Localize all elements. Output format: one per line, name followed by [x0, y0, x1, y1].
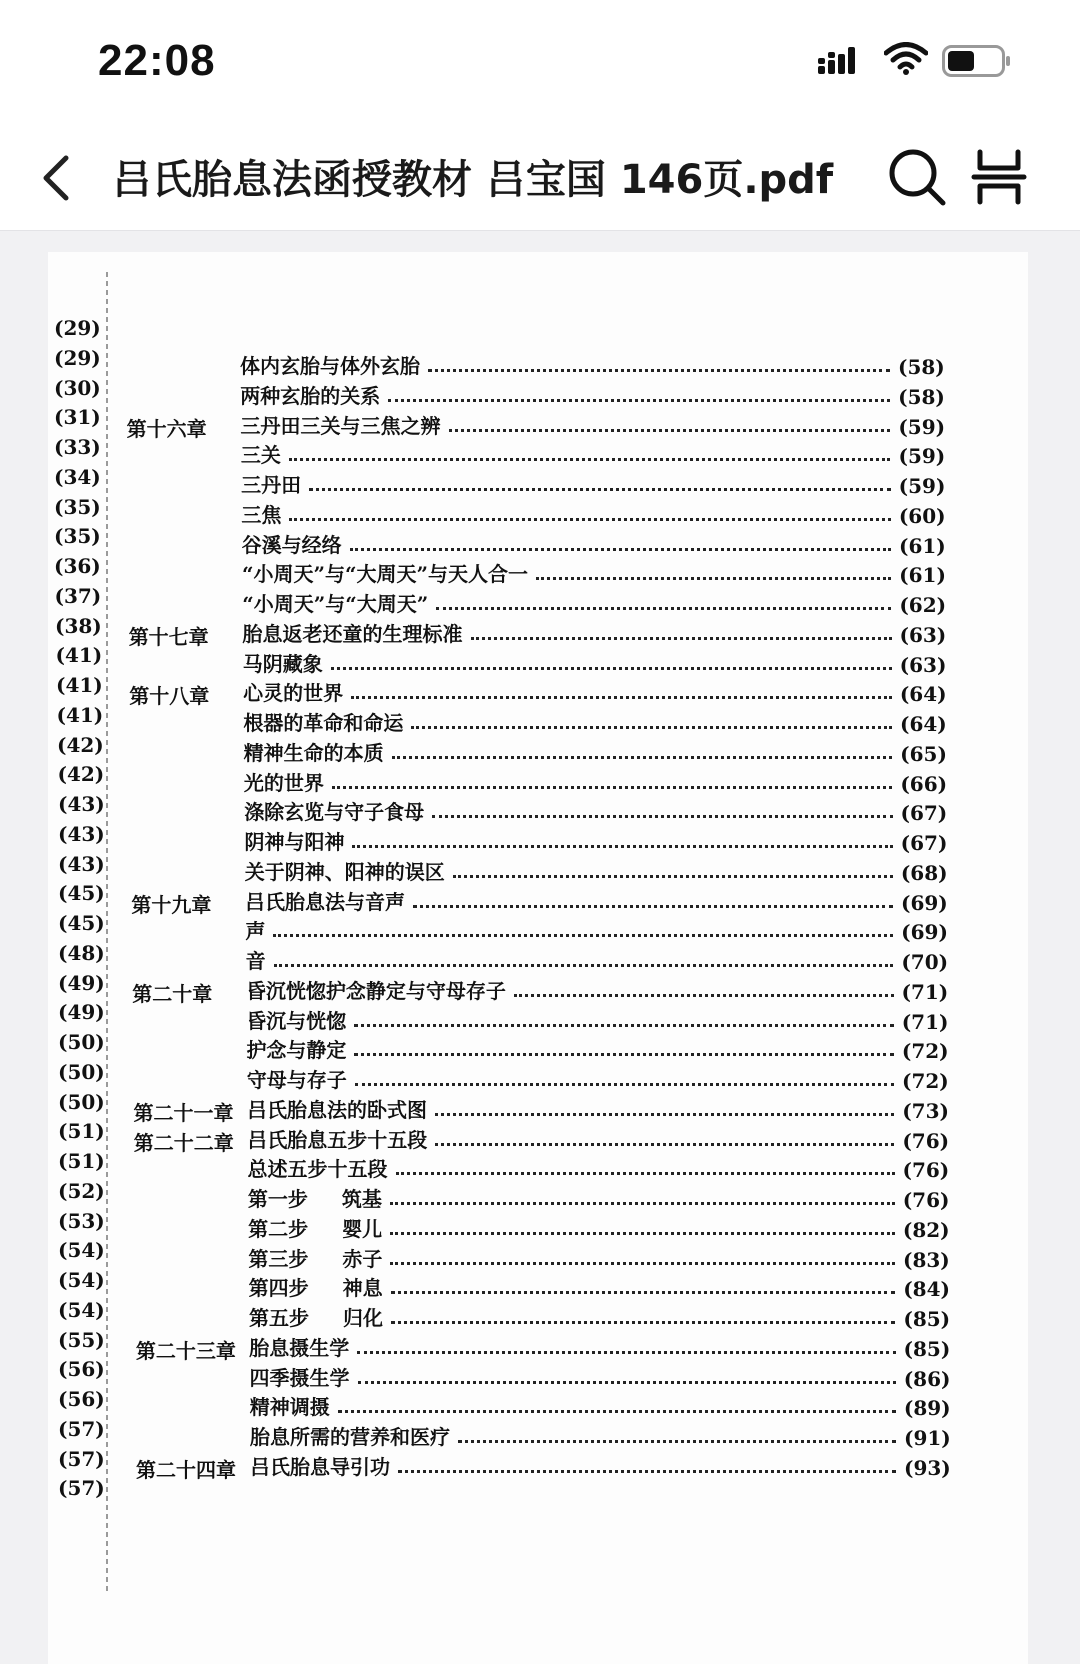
toc-entry[interactable] — [241, 470, 946, 498]
chapter-heading: 第二十一章 — [133, 1100, 234, 1125]
toc-entry-title: 胎息返老还童的生理标准 — [242, 621, 463, 646]
dot-leader — [354, 1053, 893, 1056]
dot-leader — [355, 1083, 894, 1086]
toc-page-number: (58) — [898, 384, 945, 409]
toc-page-number: (76) — [902, 1128, 950, 1153]
toc-page-number: (63) — [899, 652, 947, 677]
wifi-icon — [884, 42, 928, 76]
dot-leader — [390, 1202, 895, 1205]
left-page-number: (51) — [58, 1119, 105, 1144]
dot-leader — [411, 726, 892, 729]
toc-page-number: (83) — [903, 1247, 950, 1272]
left-page-number: (55) — [58, 1327, 105, 1352]
toc-entry[interactable] — [247, 1154, 950, 1183]
dot-leader — [354, 1024, 894, 1027]
chapter-heading: 第二十二章 — [133, 1130, 234, 1155]
toc-entry[interactable] — [243, 738, 947, 766]
left-page-number: (57) — [58, 1446, 105, 1471]
toc-entry[interactable] — [246, 1006, 949, 1034]
toc-entry-title: 第二步 — [248, 1216, 309, 1241]
left-page-number: (53) — [58, 1208, 105, 1233]
toc-entry[interactable] — [241, 500, 946, 528]
dot-leader — [391, 1321, 895, 1324]
toc-page-number: (85) — [903, 1336, 951, 1361]
toc-entry[interactable] — [240, 381, 945, 409]
toc-entry[interactable] — [240, 440, 946, 469]
toc-entry[interactable] — [248, 1303, 951, 1331]
toc-entry-title: 精神调摄 — [249, 1395, 330, 1420]
dot-leader — [514, 994, 894, 997]
toc-entry-subtitle: 神息 — [342, 1276, 383, 1301]
toc-page-number: (72) — [902, 1069, 949, 1093]
left-page-number: (43) — [58, 851, 105, 876]
left-page-number: (49) — [58, 1000, 105, 1025]
dot-leader — [390, 1232, 895, 1235]
toc-page-number: (89) — [903, 1396, 951, 1421]
left-page-number: (42) — [57, 762, 105, 787]
toc-entry-title: 四季摄生学 — [249, 1365, 350, 1390]
toc-entry-title: 护念与静定 — [246, 1038, 347, 1063]
dot-leader — [432, 815, 892, 818]
toc-page-number: (64) — [900, 712, 947, 736]
toc-page-number: (93) — [904, 1455, 951, 1480]
toc-page-number: (84) — [903, 1277, 950, 1302]
toc-entry[interactable] — [246, 1035, 949, 1064]
chapter-heading: 第二十四章 — [136, 1457, 236, 1482]
toc-entry-title: 第五步 — [248, 1306, 309, 1330]
left-page-number: (57) — [58, 1476, 105, 1501]
dot-leader — [435, 1113, 894, 1116]
toc-entry-title: 音 — [245, 949, 266, 973]
toc-entry-subtitle: 归化 — [342, 1306, 383, 1330]
toc-entry[interactable] — [248, 1214, 950, 1242]
left-page-number: (54) — [58, 1297, 105, 1322]
dot-leader — [453, 875, 893, 878]
toc-entry[interactable] — [245, 887, 948, 915]
dot-leader — [390, 1262, 895, 1265]
toc-entry[interactable] — [250, 1422, 951, 1450]
left-page-number: (42) — [57, 732, 104, 757]
toc-entry-title: 第四步 — [248, 1276, 309, 1301]
toc-page-number: (69) — [901, 920, 948, 945]
pdf-page[interactable] — [48, 252, 1028, 1664]
document-title: 吕氏胎息法函授教材 吕宝国 146页.pdf — [112, 157, 834, 203]
dot-leader — [398, 1470, 896, 1473]
battery-icon — [942, 45, 1012, 77]
toc-entry[interactable] — [245, 946, 949, 974]
toc-entry[interactable] — [243, 678, 947, 707]
toc-entry-title: 吕氏胎息法与音声 — [245, 889, 406, 914]
dot-leader — [458, 1440, 896, 1443]
dot-leader — [428, 369, 890, 372]
left-page-number: (54) — [58, 1268, 105, 1292]
left-page-number: (30) — [54, 375, 101, 400]
left-page-number: (52) — [58, 1178, 105, 1203]
dot-leader — [289, 518, 890, 521]
toc-page-number: (65) — [900, 741, 947, 766]
toc-entry[interactable] — [244, 857, 948, 885]
toc-page-number: (85) — [903, 1307, 951, 1331]
toc-entry[interactable] — [244, 797, 948, 826]
toc-page-number: (67) — [900, 831, 948, 855]
menu-icon[interactable] — [970, 148, 1028, 206]
toc-entry[interactable] — [247, 1095, 949, 1123]
dot-leader — [274, 964, 894, 967]
left-page-number: (29) — [54, 345, 101, 370]
dot-leader — [358, 1381, 896, 1384]
left-page-number: (41) — [56, 702, 104, 727]
chapter-heading: 第十八章 — [129, 684, 210, 709]
left-page-number: (51) — [58, 1149, 105, 1173]
toc-entry-title: 胎息摄生学 — [249, 1335, 350, 1360]
toc-page-number: (68) — [900, 860, 948, 885]
toc-page-number: (61) — [899, 563, 946, 588]
left-page-number: (48) — [58, 940, 105, 965]
toc-entry-title: 关于阴神、阳神的误区 — [244, 859, 445, 884]
toc-page-number: (59) — [898, 474, 946, 498]
toc-entry-title: 吕氏胎息五步十五段 — [247, 1127, 428, 1152]
table-of-contents — [48, 252, 1028, 1664]
toc-entry[interactable] — [244, 827, 948, 855]
left-page-number: (36) — [54, 554, 101, 578]
dot-leader — [391, 1291, 896, 1294]
toc-entry[interactable] — [240, 411, 946, 439]
chapter-heading: 第十七章 — [128, 624, 209, 649]
status-bar — [0, 0, 1080, 120]
dot-leader — [436, 607, 891, 610]
toc-page-number: (63) — [899, 622, 947, 647]
toc-entry-title: 吕氏胎息法的卧式图 — [247, 1097, 427, 1122]
toc-page-number: (69) — [901, 890, 948, 915]
cellular-signal-icon — [818, 44, 866, 76]
toc-page-number: (72) — [901, 1039, 949, 1064]
left-page-number: (43) — [58, 821, 105, 846]
toc-entry-title: 三焦 — [241, 502, 282, 527]
left-page-number: (50) — [58, 1030, 105, 1054]
toc-entry-title: 阴神与阳神 — [244, 830, 345, 854]
dot-leader — [289, 458, 891, 461]
toc-entry-title: 吕氏胎息导引功 — [250, 1454, 390, 1479]
toc-entry-title: 胎息所需的营养和医疗 — [250, 1425, 450, 1449]
chapter-heading: 第二十章 — [132, 981, 213, 1006]
dot-leader — [471, 637, 892, 640]
status-time: 22:08 — [98, 36, 216, 85]
left-page-number: (41) — [55, 643, 103, 668]
toc-page-number: (66) — [900, 771, 948, 796]
left-page-number: (57) — [58, 1416, 105, 1441]
toc-entry[interactable] — [246, 1065, 949, 1093]
toc-page-number: (61) — [898, 533, 946, 558]
toc-entry-subtitle: 婴儿 — [342, 1216, 383, 1241]
toc-entry[interactable] — [245, 916, 948, 945]
toc-entry[interactable] — [242, 619, 947, 647]
toc-entry-title: 昏沉恍惚护念静定与守母存子 — [245, 978, 506, 1003]
toc-entry-title: 光的世界 — [243, 770, 324, 795]
toc-entry-title: 第一步 — [247, 1187, 308, 1211]
toc-page-number: (86) — [903, 1366, 951, 1391]
toc-page-number: (76) — [902, 1158, 950, 1183]
left-page-number: (35) — [54, 494, 101, 519]
toc-page-number: (58) — [898, 355, 945, 379]
toc-entry-title: 根器的革命和命运 — [243, 711, 404, 735]
toc-entry[interactable] — [249, 1392, 951, 1421]
chapter-heading: 第十六章 — [126, 416, 207, 441]
toc-entry[interactable] — [249, 1333, 951, 1361]
toc-entry[interactable] — [247, 1184, 950, 1212]
toc-entry-title: 心灵的世界 — [243, 681, 344, 706]
toc-entry-title: 守母与存子 — [246, 1068, 347, 1092]
left-page-number: (56) — [58, 1357, 105, 1382]
toc-entry[interactable] — [242, 589, 947, 617]
toc-entry-title: “小周天”与“大周天” — [242, 592, 429, 616]
toc-page-number: (71) — [901, 979, 949, 1004]
toc-entry-title: 体内玄胎与体外玄胎 — [240, 354, 420, 378]
dot-leader — [357, 1351, 895, 1354]
dot-leader — [392, 756, 893, 759]
left-page-number: (43) — [58, 792, 105, 816]
dot-leader — [350, 548, 891, 551]
left-page-number: (38) — [55, 613, 102, 638]
left-page-number: (49) — [58, 970, 105, 995]
toc-entry-title: 谷溪与经络 — [241, 532, 342, 557]
toc-entry-title: 第三步 — [248, 1246, 309, 1271]
chapter-heading: 第二十三章 — [135, 1338, 236, 1363]
toc-entry-title: 三丹田三关与三焦之辨 — [240, 413, 441, 438]
toc-entry-title: 总述五步十五段 — [247, 1157, 388, 1182]
toc-entry[interactable] — [240, 351, 945, 379]
left-page-number: (35) — [54, 524, 101, 549]
toc-page-number: (82) — [902, 1217, 950, 1242]
left-page-number: (31) — [54, 405, 101, 430]
left-page-number: (41) — [56, 673, 103, 697]
toc-entry[interactable] — [243, 768, 948, 796]
dot-leader — [396, 1172, 895, 1175]
toc-page-number: (71) — [901, 1009, 949, 1034]
left-page-number: (45) — [58, 911, 105, 935]
left-page-number: (50) — [58, 1089, 105, 1114]
toc-page-number: (73) — [902, 1098, 949, 1123]
toc-page-number: (70) — [901, 950, 949, 974]
toc-entry[interactable] — [249, 1363, 951, 1391]
toc-entry-title: 涤除玄览与守子食母 — [244, 800, 425, 825]
back-chevron-icon[interactable] — [34, 150, 84, 206]
left-page-number: (45) — [58, 881, 105, 906]
left-page-number: (54) — [58, 1238, 105, 1263]
toc-entry[interactable] — [250, 1452, 951, 1480]
dot-leader — [332, 786, 892, 789]
toc-page-number: (67) — [900, 801, 948, 826]
toc-entry[interactable] — [241, 559, 946, 588]
dot-leader — [536, 577, 891, 580]
toc-entry[interactable] — [248, 1244, 950, 1272]
toc-entry[interactable] — [243, 708, 947, 736]
toc-entry-title: “小周天”与“大周天”与天人合一 — [241, 562, 528, 587]
dot-leader — [273, 934, 893, 937]
toc-entry[interactable] — [247, 1125, 950, 1153]
dot-leader — [435, 1143, 894, 1146]
toc-entry-subtitle: 筑基 — [341, 1187, 382, 1211]
toc-page-number: (60) — [898, 503, 946, 528]
toc-entry[interactable] — [248, 1273, 950, 1302]
nav-bar — [0, 120, 1080, 230]
toc-page-number: (59) — [898, 444, 946, 469]
toc-entry-title: 三关 — [240, 443, 281, 468]
dot-leader — [352, 845, 892, 848]
dot-leader — [351, 696, 892, 699]
toc-entry-title: 三丹田 — [241, 473, 302, 497]
toc-page-number: (62) — [899, 593, 947, 617]
toc-entry[interactable] — [241, 530, 946, 558]
dot-leader — [338, 1410, 896, 1413]
left-page-number: (37) — [54, 583, 102, 608]
toc-entry[interactable] — [242, 649, 947, 677]
toc-page-number: (76) — [902, 1188, 950, 1212]
toc-entry-title: 马阴藏象 — [242, 651, 323, 676]
toc-entry-subtitle: 赤子 — [342, 1246, 383, 1271]
left-page-number: (29) — [54, 316, 101, 340]
toc-page-number: (59) — [898, 414, 946, 439]
dot-leader — [388, 399, 890, 402]
toc-page-number: (64) — [899, 682, 947, 707]
left-page-number: (56) — [58, 1387, 105, 1411]
toc-entry-title: 精神生命的本质 — [243, 740, 384, 765]
search-icon[interactable] — [886, 146, 948, 208]
toc-entry-title: 昏沉与恍惚 — [246, 1008, 347, 1033]
left-page-number: (50) — [58, 1059, 105, 1084]
dot-leader — [331, 667, 892, 670]
left-page-number: (33) — [54, 435, 101, 459]
toc-entry-title: 声 — [245, 919, 266, 944]
toc-page-number: (91) — [904, 1426, 951, 1450]
dot-leader — [413, 905, 893, 908]
dot-leader — [309, 488, 891, 491]
chapter-heading: 第十九章 — [131, 892, 212, 917]
left-page-number: (34) — [54, 464, 101, 489]
toc-entry-title: 两种玄胎的关系 — [240, 383, 381, 408]
dot-leader — [449, 429, 891, 432]
toc-entry[interactable] — [245, 976, 949, 1004]
